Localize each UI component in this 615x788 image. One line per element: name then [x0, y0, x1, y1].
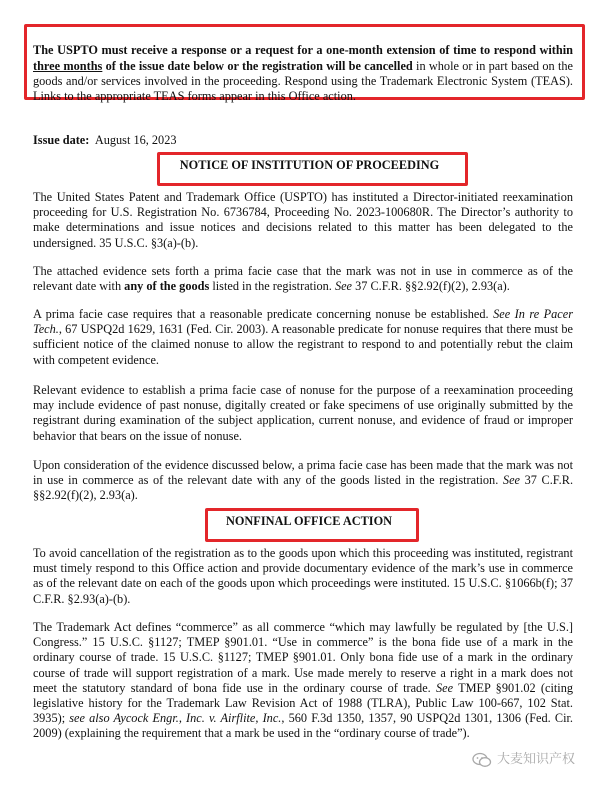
paragraph-prima-facie: A prima facie case requires that a reasonable predicate concerning nonuse be established. See In re Pacer Tech., 67 USPQ2d 1629, 1631 (Fed. Cir. 2003). A reasonable predicate for nonuse requires that there must be sufficient notice of the claimed nonuse to allow the registrant to respond to and potentially rebut the claim with competent evidence. [33, 307, 573, 367]
paragraph-relevant-evidence: Relevant evidence to establish a prima facie case of nonuse for the purpose of a reexamination proceeding may include evidence of past nonuse, digitally created or fake specimens of use originally submitted by the registrant during examination of the subject application, current nonuse, and evidence of fraud or improper behavior that bears on the issue of nonuse. [33, 383, 573, 443]
heading-nonfinal-office-action: NONFINAL OFFICE ACTION [225, 514, 393, 529]
response-deadline-notice: The USPTO must receive a response or a request for a one-month extension of time to respond within three months of the issue date below or the registration will be cancelled in whole or in part based on the goods and/or services involved in the proceeding. Respond using the Trademark Electronic System (TEAS). Links to the appropriate TEAS forms appear in this Office action. [33, 43, 573, 103]
issue-date: Issue date: August 16, 2023 [33, 133, 177, 147]
paragraph-evidence: The attached evidence sets forth a prima facie case that the mark was not in use in commerce as of the relevant date with any of the goods listed in the registration. See 37 C.F.R. §§2.92(f)(2), 2.93(a). [33, 264, 573, 294]
heading-institution: NOTICE OF INSTITUTION OF PROCEEDING [179, 158, 440, 173]
paragraph-commerce-definition: The Trademark Act defines “commerce” as all commerce “which may lawfully be regulated by [the U.S.] Congress.” 15 U.S.C. §1127; TMEP §901.01. “Use in commerce” is the bona fide use of a mark in the ordinary course of trade. 15 U.S.C. §1127; TMEP §901.01. Only bona fide use of a mark in the ordinary course of trade will support registration of a mark. Use made merely to reserve a right in a mark does not meet the statutory standard of bona fide use in the ordinary course of trade. See TMEP §901.02 (citing legislative history for the Trademark Law Revision Act of 1988 (TLRA), Public Law 100-667, 102 Stat. 3935); see also Aycock Engr., Inc. v. Airflite, Inc., 560 F.3d 1350, 1357, 90 USPQ2d 1301, 1306 (Fed. Cir. 2009) (explaining the requirement that a mark be used in the “ordinary course of trade”). [33, 620, 573, 741]
watermark [472, 752, 575, 768]
paragraph-institution: The United States Patent and Trademark Office (USPTO) has instituted a Director-initiated reexamination proceeding for U.S. Registration No. 6736784, Proceeding No. 2023-100680R. The Director’s authority to make determinations and issue notices and decisions related to this matter has been delegated to the undersigned. 35 U.S.C. §3(a)-(b). [33, 190, 573, 250]
paragraph-consideration: Upon consideration of the evidence discussed below, a prima facie case has been made that the mark was not in use in commerce as of the relevant date with any of the goods listed in the registration. See 37 C.F.R. §§2.92(f)(2), 2.93(a). [33, 458, 574, 503]
wechat-icon [472, 752, 492, 768]
paragraph-avoid-cancellation: To avoid cancellation of the registration as to the goods upon which this proceeding was instituted, registrant must timely respond to this Office action and provide documentary evidence of the mark’s use in commerce as of the relevant date on each of the goods upon which proceedings were instituted. 15 U.S.C. §1066b(f); 37 C.F.R. §2.93(a)-(b). [33, 546, 573, 606]
watermark-text: 大麦知识产权 [497, 752, 576, 768]
